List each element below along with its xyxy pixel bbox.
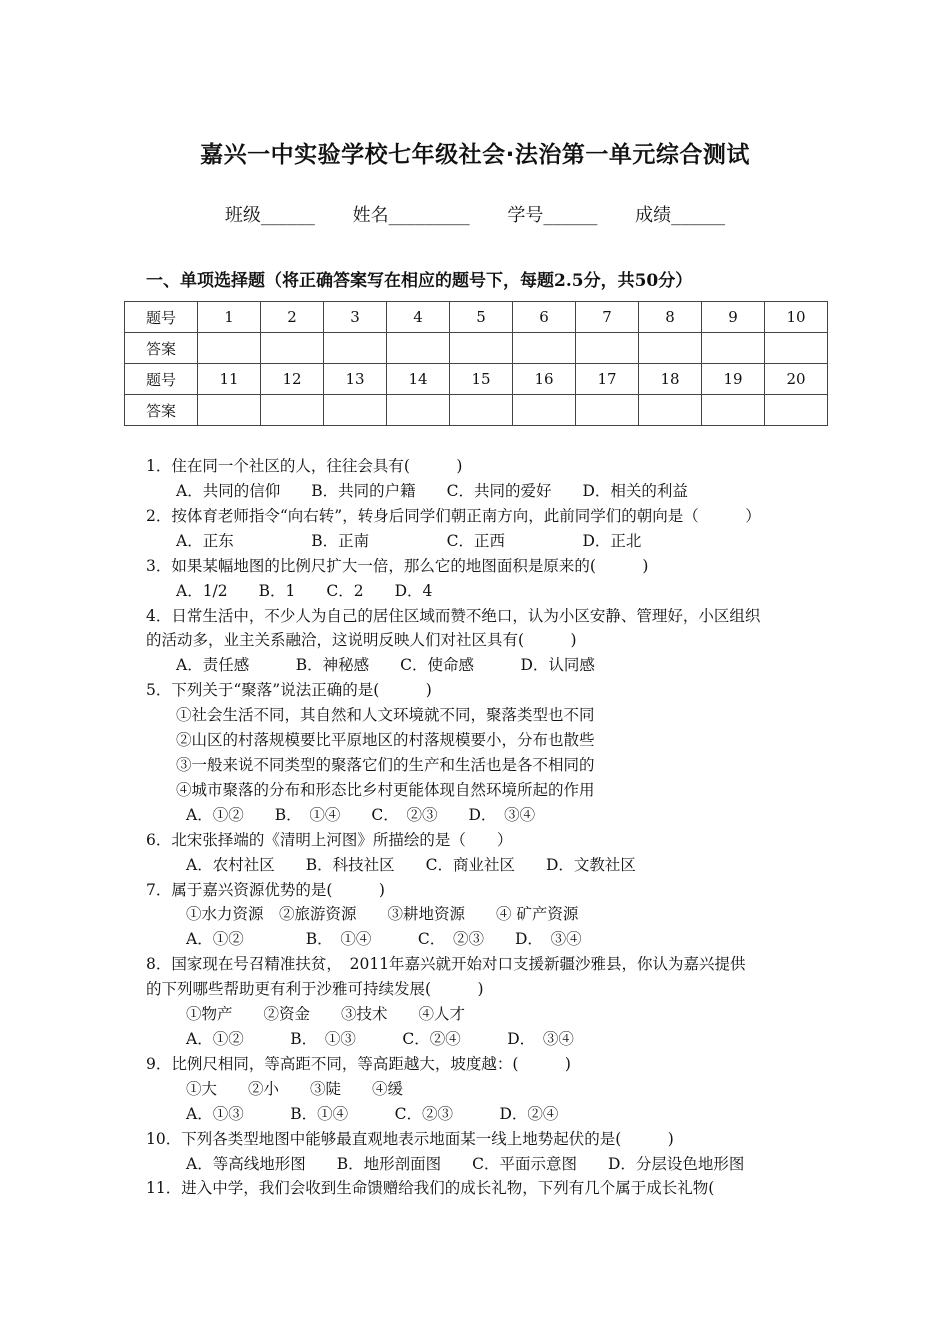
question-number: 3 (324, 302, 387, 333)
answer-cell[interactable] (198, 333, 261, 364)
option-line: A．①③ B．①④ C．②③ D．②④ (186, 1105, 559, 1123)
question-line: 9．比例尺相同，等高距不同，等高距越大，坡度越：( ) (146, 1055, 571, 1073)
question-number: 14 (387, 364, 450, 395)
question-number: 18 (639, 364, 702, 395)
statement-line: ①水力资源 ②旅游资源 ③耕地资源 ④ 矿产资源 (186, 905, 579, 923)
statement-line: ④城市聚落的分布和形态比乡村更能体现自然环境所起的作用 (176, 781, 595, 799)
option-line: A．1/2 B．1 C．2 D．4 (176, 582, 433, 600)
answer-cell[interactable] (324, 395, 387, 426)
question-number: 17 (576, 364, 639, 395)
question-number: 5 (450, 302, 513, 333)
answer-cell[interactable] (639, 395, 702, 426)
question-number: 6 (513, 302, 576, 333)
question-line: 11．进入中学，我们会收到生命馈赠给我们的成长礼物，下列有几个属于成长礼物( (146, 1179, 715, 1197)
question-line: 1．住在同一个社区的人，往往会具有( ) (146, 457, 463, 475)
question-number: 11 (198, 364, 261, 395)
answer-cell[interactable] (576, 395, 639, 426)
answer-cell[interactable] (387, 333, 450, 364)
statement-line: ②山区的村落规模要比平原地区的村落规模要小，分布也散些 (176, 731, 595, 749)
question-number: 19 (702, 364, 765, 395)
statement-line: ①社会生活不同，其自然和人文环境就不同，聚落类型也不同 (176, 706, 595, 724)
page-title: 嘉兴一中实验学校七年级社会·法治第一单元综合测试 (200, 142, 750, 168)
question-number: 12 (261, 364, 324, 395)
option-line: A．农村社区 B．科技社区 C．商业社区 D．文教社区 (186, 856, 636, 874)
row-label: 题号 (125, 302, 198, 333)
question-line: 2．按体育老师指令“向右转”，转身后同学们朝正南方向，此前同学们的朝向是（ ） (146, 507, 761, 525)
statement-line: ③一般来说不同类型的聚落它们的生产和生活也是各不相同的 (176, 756, 595, 774)
option-line: A．正东 B．正南 C．正西 D．正北 (176, 532, 642, 550)
answer-row (125, 333, 828, 364)
row-label: 题号 (125, 364, 198, 395)
option-line: A．共同的信仰 B．共同的户籍 C．共同的爱好 D．相关的利益 (176, 482, 688, 500)
answer-cell[interactable] (639, 333, 702, 364)
row-label: 答案 (125, 395, 198, 426)
answer-cell[interactable] (261, 333, 324, 364)
question-number: 2 (261, 302, 324, 333)
question-line: 3．如果某幅地图的比例尺扩大一倍，那么它的地图面积是原来的( ) (146, 557, 649, 575)
question-number: 13 (324, 364, 387, 395)
answer-cell[interactable] (450, 333, 513, 364)
question-line: 的下列哪些帮助更有利于沙雅可持续发展( ) (146, 980, 484, 998)
question-number: 8 (639, 302, 702, 333)
option-line: A．等高线地形图 B．地形剖面图 C．平面示意图 D．分层设色地形图 (186, 1155, 745, 1173)
number-row (125, 364, 828, 395)
question-number: 9 (702, 302, 765, 333)
question-line: 的活动多，业主关系融洽，这说明反映人们对社区具有( ) (146, 631, 577, 649)
section-heading: 一、单项选择题（将正确答案写在相应的题号下，每题2.5分，共50分） (146, 271, 693, 291)
answer-cell[interactable] (513, 395, 576, 426)
score-field[interactable]: 成绩______ (635, 205, 726, 226)
answer-table (124, 301, 828, 426)
answer-cell[interactable] (576, 333, 639, 364)
row-label: 答案 (125, 333, 198, 364)
statement-line: ①物产 ②资金 ③技术 ④人才 (186, 1005, 466, 1023)
answer-cell[interactable] (387, 395, 450, 426)
option-line: A．①② B． ①④ C． ②③ D． ③④ (186, 806, 536, 824)
answer-cell[interactable] (324, 333, 387, 364)
answer-cell[interactable] (765, 395, 828, 426)
question-number: 16 (513, 364, 576, 395)
class-field[interactable]: 班级______ (224, 205, 315, 226)
question-number: 20 (765, 364, 828, 395)
question-line: 6．北宋张择端的《清明上河图》所描绘的是（ ） (146, 831, 513, 849)
question-number: 15 (450, 364, 513, 395)
option-line: A．①② B． ①④ C． ②③ D． ③④ (186, 930, 582, 948)
answer-cell[interactable] (765, 333, 828, 364)
question-line: 10．下列各类型地图中能够最直观地表示地面某一线上地势起伏的是( ) (146, 1130, 674, 1148)
question-number: 1 (198, 302, 261, 333)
option-line: A．责任感 B．神秘感 C．使命感 D．认同感 (176, 656, 595, 674)
student-info (0, 201, 950, 227)
answer-cell[interactable] (198, 395, 261, 426)
question-number: 4 (387, 302, 450, 333)
question-line: 7．属于嘉兴资源优势的是( ) (146, 881, 385, 899)
answer-cell[interactable] (450, 395, 513, 426)
question-line: 8．国家现在号召精准扶贫， 2011年嘉兴就开始对口支援新疆沙雅县，你认为嘉兴提供 (146, 955, 746, 973)
answer-cell[interactable] (261, 395, 324, 426)
question-line: 5．下列关于“聚落”说法正确的是( ) (146, 681, 432, 699)
student-id-field[interactable]: 学号______ (507, 205, 598, 226)
question-number: 10 (765, 302, 828, 333)
option-line: A．①② B． ①③ C．②④ D． ③④ (186, 1030, 574, 1048)
answer-cell[interactable] (702, 333, 765, 364)
question-number: 7 (576, 302, 639, 333)
answer-cell[interactable] (702, 395, 765, 426)
question-line: 4．日常生活中，不少人为自己的居住区域而赞不绝口，认为小区安静、管理好，小区组织 (146, 607, 761, 625)
statement-line: ①大 ②小 ③陡 ④缓 (186, 1080, 404, 1098)
answer-cell[interactable] (513, 333, 576, 364)
name-field[interactable]: 姓名_________ (352, 205, 470, 226)
answer-row (125, 395, 828, 426)
number-row (125, 302, 828, 333)
